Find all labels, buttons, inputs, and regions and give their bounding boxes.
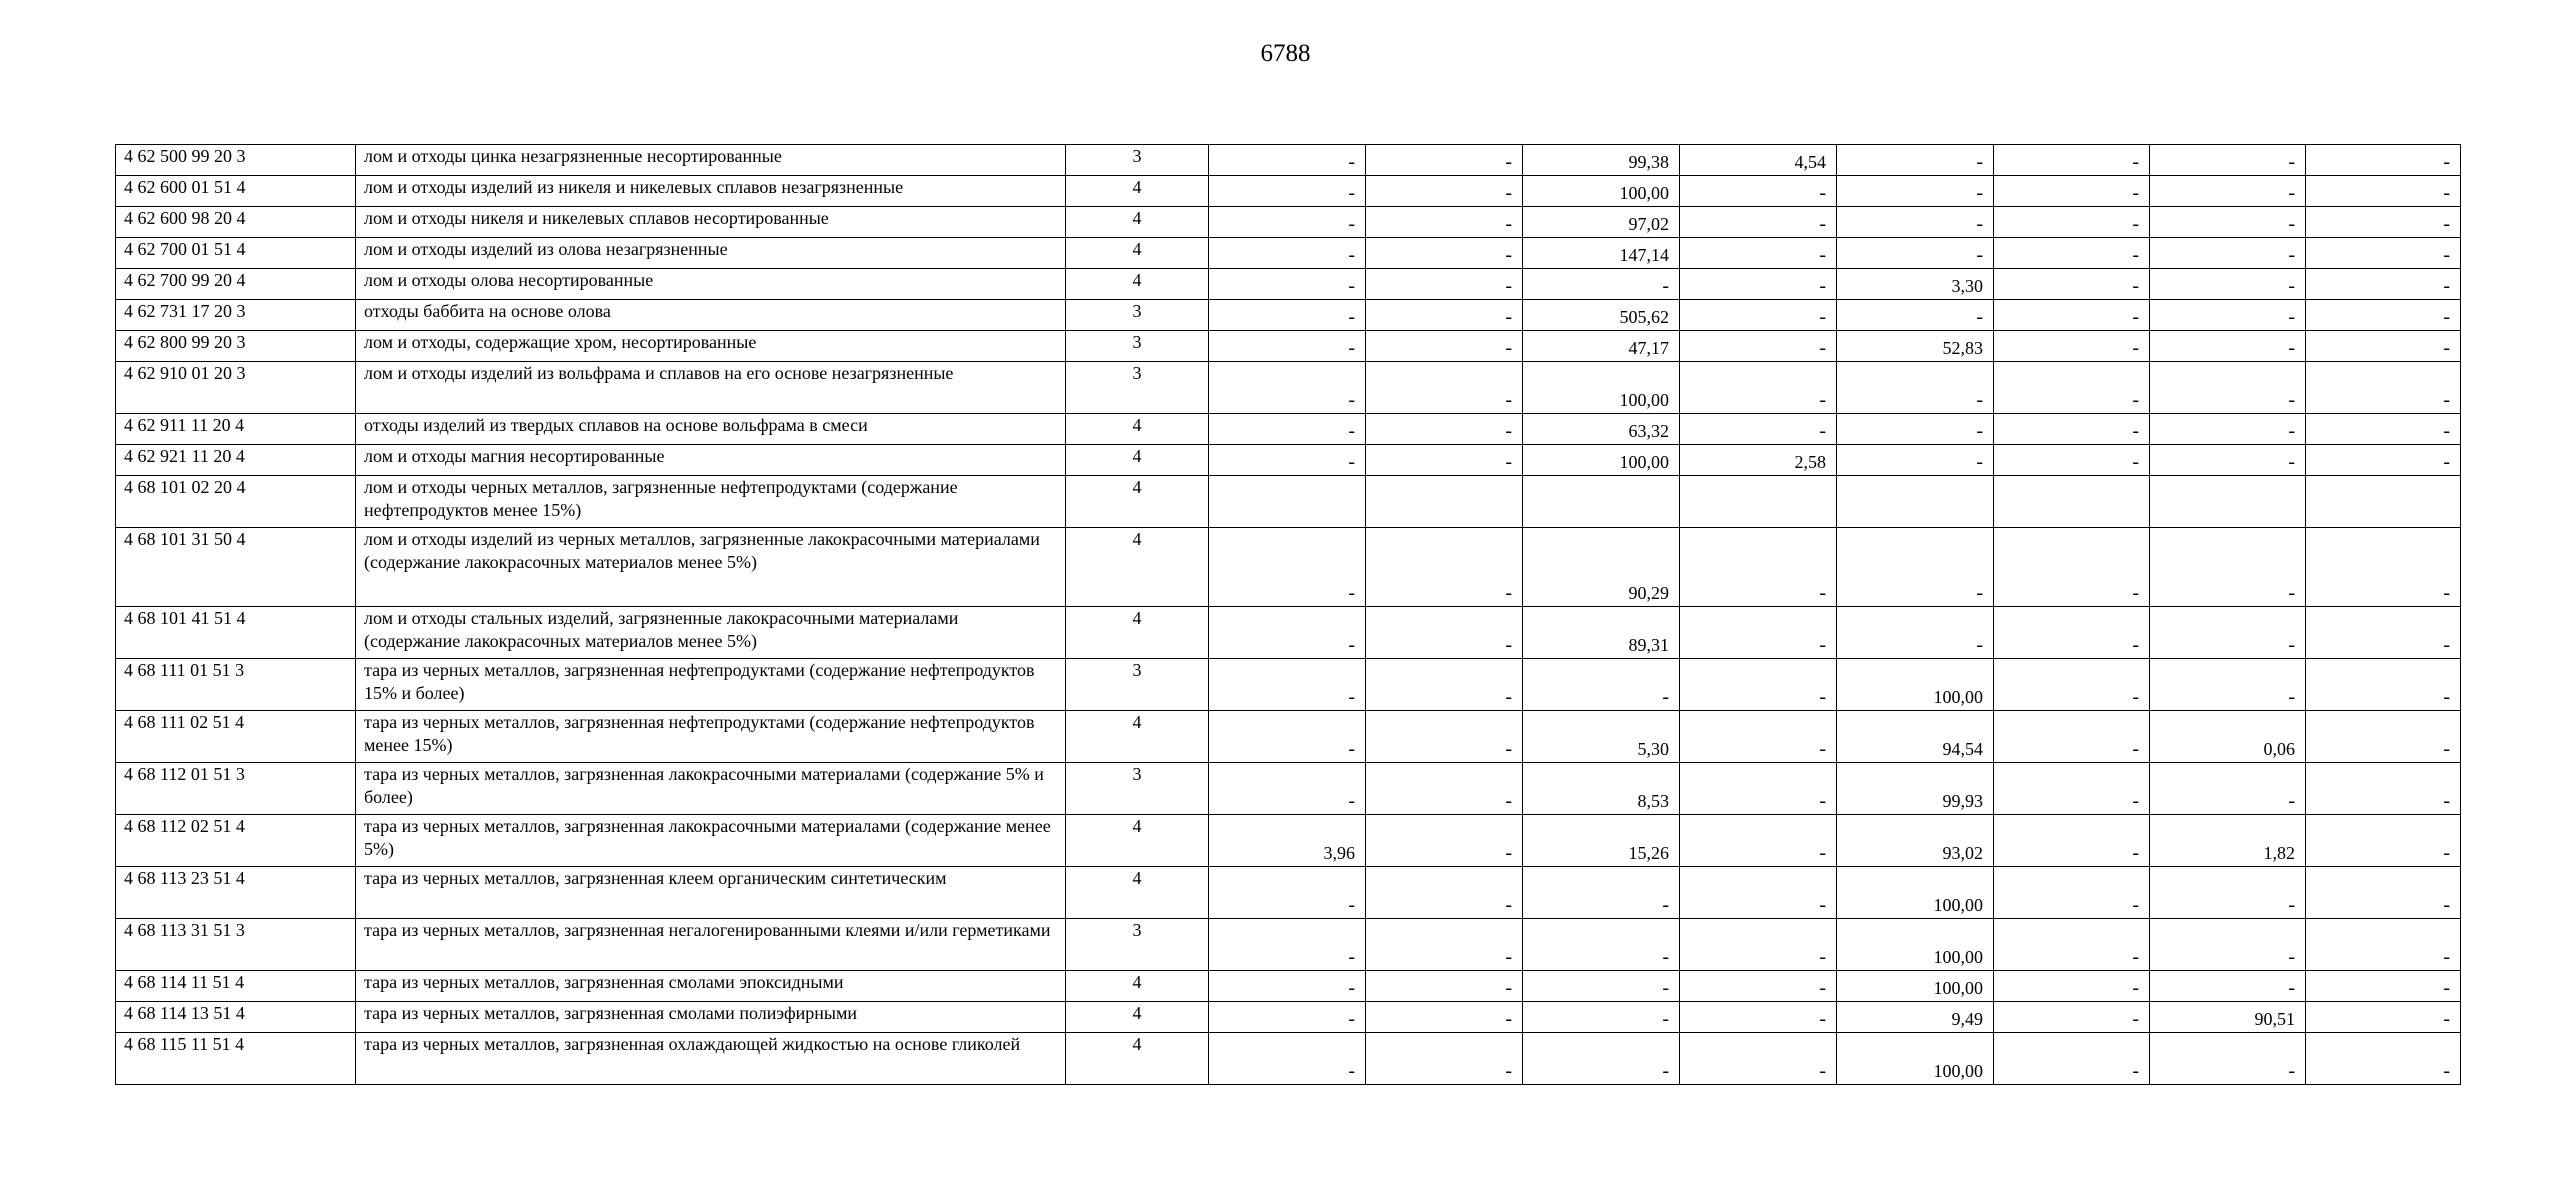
value-cell: - [1680,971,1837,1002]
value-cell [1994,476,2150,528]
waste-name-cell: тара из черных металлов, загрязненная смолами эпоксидными [356,971,1066,1002]
waste-name-cell: лом и отходы никеля и никелевых сплавов несортированные [356,207,1066,238]
value-cell: - [1680,815,1837,867]
hazard-class-cell: 4 [1066,1002,1209,1033]
value-cell: - [1523,919,1680,971]
value-cell: - [2150,919,2306,971]
hazard-class-cell: 4 [1066,207,1209,238]
hazard-class-cell: 4 [1066,414,1209,445]
value-cell: - [1994,414,2150,445]
value-cell: - [2150,176,2306,207]
table-row [116,607,2461,659]
value-cell: 3,96 [1209,815,1366,867]
waste-code-cell: 4 62 600 01 51 4 [116,176,356,207]
value-cell: 100,00 [1837,867,1994,919]
value-cell: - [1680,414,1837,445]
value-cell [2150,476,2306,528]
value-cell: - [1837,414,1994,445]
value-cell: 15,26 [1523,815,1680,867]
value-cell: - [1994,300,2150,331]
waste-code-cell: 4 68 112 01 51 3 [116,763,356,815]
value-cell: - [2150,445,2306,476]
table-row [116,362,2461,414]
table-row [116,763,2461,815]
value-cell: - [2150,659,2306,711]
value-cell: 52,83 [1837,331,1994,362]
value-cell: - [2306,331,2461,362]
waste-code-cell: 4 68 115 11 51 4 [116,1033,356,1085]
hazard-class-cell: 4 [1066,238,1209,269]
waste-name-cell: тара из черных металлов, загрязненная лакокрасочными материалами (содержание менее 5%) [356,815,1066,867]
value-cell: - [2150,362,2306,414]
value-cell: - [1680,269,1837,300]
hazard-class-cell: 4 [1066,269,1209,300]
value-cell: - [2306,971,2461,1002]
value-cell: - [1994,176,2150,207]
waste-name-cell: лом и отходы цинка незагрязненные несортированные [356,145,1066,176]
table-row [116,238,2461,269]
value-cell: - [1680,207,1837,238]
waste-code-cell: 4 62 731 17 20 3 [116,300,356,331]
table-row [116,476,2461,528]
value-cell: - [2306,607,2461,659]
waste-name-cell: тара из черных металлов, загрязненная охлаждающей жидкостью на основе гликолей [356,1033,1066,1085]
value-cell: - [2150,607,2306,659]
table-row [116,269,2461,300]
value-cell: - [1366,711,1523,763]
waste-code-cell: 4 68 112 02 51 4 [116,815,356,867]
table-row [116,659,2461,711]
value-cell: - [1994,1002,2150,1033]
value-cell: - [1837,238,1994,269]
value-cell: - [1209,971,1366,1002]
value-cell: - [1837,176,1994,207]
value-cell: - [1837,607,1994,659]
value-cell: - [1837,445,1994,476]
value-cell: - [1366,971,1523,1002]
value-cell: - [2306,528,2461,607]
value-cell: - [1994,269,2150,300]
hazard-class-cell: 3 [1066,763,1209,815]
value-cell: 8,53 [1523,763,1680,815]
value-cell: - [1209,207,1366,238]
value-cell: - [1680,1002,1837,1033]
value-cell: - [1366,362,1523,414]
waste-code-cell: 4 62 921 11 20 4 [116,445,356,476]
value-cell: - [1209,269,1366,300]
hazard-class-cell: 4 [1066,607,1209,659]
value-cell: - [1837,362,1994,414]
table-row [116,176,2461,207]
value-cell: - [1680,238,1837,269]
waste-code-cell: 4 62 600 98 20 4 [116,207,356,238]
value-cell: - [2306,414,2461,445]
waste-code-cell: 4 68 101 31 50 4 [116,528,356,607]
value-cell: - [2306,176,2461,207]
value-cell: - [1209,414,1366,445]
hazard-class-cell: 4 [1066,711,1209,763]
value-cell: - [1680,331,1837,362]
value-cell: 89,31 [1523,607,1680,659]
value-cell: - [2306,207,2461,238]
value-cell: - [1523,1002,1680,1033]
value-cell: 99,38 [1523,145,1680,176]
hazard-class-cell: 4 [1066,528,1209,607]
value-cell: 4,54 [1680,145,1837,176]
waste-name-cell: тара из черных металлов, загрязненная нефтепродуктами (содержание нефтепродуктов менее 15%) [356,711,1066,763]
value-cell: - [1994,145,2150,176]
value-cell: - [1523,269,1680,300]
value-cell: - [2150,763,2306,815]
value-cell: - [1837,300,1994,331]
waste-name-cell: лом и отходы изделий из олова незагрязненные [356,238,1066,269]
value-cell: - [1994,763,2150,815]
value-cell: - [1366,607,1523,659]
waste-name-cell: тара из черных металлов, загрязненная клеем органическим синтетическим [356,867,1066,919]
value-cell: - [1994,445,2150,476]
value-cell: - [2150,1033,2306,1085]
table-row [116,1002,2461,1033]
hazard-class-cell: 4 [1066,815,1209,867]
value-cell: - [1680,867,1837,919]
value-cell: 100,00 [1837,919,1994,971]
value-cell [1837,476,1994,528]
value-cell: - [1366,238,1523,269]
waste-name-cell: лом и отходы магния несортированные [356,445,1066,476]
table-row [116,815,2461,867]
value-cell: - [2150,867,2306,919]
value-cell: - [2150,207,2306,238]
waste-code-cell: 4 68 101 41 51 4 [116,607,356,659]
hazard-class-cell: 4 [1066,971,1209,1002]
value-cell: - [1366,659,1523,711]
value-cell: - [2306,269,2461,300]
value-cell: - [1523,1033,1680,1085]
hazard-class-cell: 3 [1066,659,1209,711]
value-cell: 90,29 [1523,528,1680,607]
value-cell: 1,82 [2150,815,2306,867]
value-cell: - [1366,528,1523,607]
value-cell: - [1209,867,1366,919]
value-cell: - [1523,867,1680,919]
hazard-class-cell: 4 [1066,867,1209,919]
value-cell: - [1366,815,1523,867]
value-cell [1523,476,1680,528]
value-cell: - [1680,607,1837,659]
value-cell: - [1994,207,2150,238]
value-cell: - [1680,711,1837,763]
value-cell: - [2306,919,2461,971]
value-cell: - [1209,919,1366,971]
value-cell: - [1994,659,2150,711]
waste-code-cell: 4 62 911 11 20 4 [116,414,356,445]
value-cell: - [1680,362,1837,414]
value-cell: - [2306,815,2461,867]
value-cell: - [1209,176,1366,207]
value-cell: - [2150,238,2306,269]
hazard-class-cell: 3 [1066,362,1209,414]
value-cell: - [1366,867,1523,919]
table-row [116,300,2461,331]
hazard-class-cell: 3 [1066,300,1209,331]
value-cell: - [2150,145,2306,176]
value-cell: 100,00 [1523,362,1680,414]
value-cell: 94,54 [1837,711,1994,763]
waste-name-cell: отходы изделий из твердых сплавов на основе вольфрама в смеси [356,414,1066,445]
value-cell: - [1209,331,1366,362]
value-cell: - [1523,659,1680,711]
value-cell: - [2306,238,2461,269]
value-cell [1366,476,1523,528]
waste-code-cell: 4 68 114 13 51 4 [116,1002,356,1033]
hazard-class-cell: 4 [1066,445,1209,476]
value-cell: - [2306,1002,2461,1033]
value-cell: 5,30 [1523,711,1680,763]
table-row [116,711,2461,763]
value-cell: - [1837,207,1994,238]
value-cell: - [1366,331,1523,362]
waste-name-cell: лом и отходы изделий из никеля и никелевых сплавов незагрязненные [356,176,1066,207]
value-cell: 505,62 [1523,300,1680,331]
value-cell: - [2306,362,2461,414]
value-cell: - [2306,659,2461,711]
value-cell: 100,00 [1837,659,1994,711]
value-cell [1209,476,1366,528]
table-row [116,145,2461,176]
value-cell: - [1366,414,1523,445]
value-cell: 100,00 [1837,971,1994,1002]
value-cell: - [1994,331,2150,362]
table-row [116,1033,2461,1085]
value-cell: 9,49 [1837,1002,1994,1033]
value-cell: - [1837,528,1994,607]
waste-code-cell: 4 68 101 02 20 4 [116,476,356,528]
table-row [116,207,2461,238]
value-cell: 100,00 [1523,445,1680,476]
hazard-class-cell: 3 [1066,145,1209,176]
hazard-class-cell: 3 [1066,331,1209,362]
value-cell: - [2306,145,2461,176]
waste-name-cell: отходы баббита на основе олова [356,300,1066,331]
waste-name-cell: лом и отходы стальных изделий, загрязненные лакокрасочными материалами (содержание лакокрасочных материалов менее 5%) [356,607,1066,659]
value-cell: - [1209,238,1366,269]
table-body [116,145,2461,1085]
value-cell: - [2306,867,2461,919]
value-cell: 0,06 [2150,711,2306,763]
waste-code-cell: 4 62 700 99 20 4 [116,269,356,300]
value-cell: - [1680,300,1837,331]
waste-name-cell: тара из черных металлов, загрязненная лакокрасочными материалами (содержание 5% и более) [356,763,1066,815]
value-cell: - [1366,1033,1523,1085]
value-cell: - [1994,362,2150,414]
table-row [116,528,2461,607]
table-row [116,971,2461,1002]
value-cell: 90,51 [2150,1002,2306,1033]
value-cell: - [2306,445,2461,476]
value-cell: - [1680,919,1837,971]
value-cell: - [1994,815,2150,867]
value-cell: 97,02 [1523,207,1680,238]
table-row [116,414,2461,445]
hazard-class-cell: 4 [1066,476,1209,528]
hazard-class-cell: 3 [1066,919,1209,971]
value-cell: - [1366,919,1523,971]
waste-composition-table [115,144,2461,1085]
table-row [116,331,2461,362]
waste-name-cell: лом и отходы олова несортированные [356,269,1066,300]
value-cell: - [1209,1033,1366,1085]
value-cell: - [1366,269,1523,300]
value-cell: - [2150,528,2306,607]
value-cell: - [2306,711,2461,763]
value-cell: 2,58 [1680,445,1837,476]
table-row [116,445,2461,476]
value-cell: 99,93 [1837,763,1994,815]
value-cell: - [1209,362,1366,414]
value-cell: - [1994,238,2150,269]
value-cell: - [1994,971,2150,1002]
value-cell: 100,00 [1837,1033,1994,1085]
waste-code-cell: 4 68 111 02 51 4 [116,711,356,763]
value-cell: - [2306,300,2461,331]
waste-name-cell: лом и отходы черных металлов, загрязненные нефтепродуктами (содержание нефтепродуктов менее 15%) [356,476,1066,528]
value-cell: - [1366,445,1523,476]
value-cell: - [2306,1033,2461,1085]
value-cell: - [1209,607,1366,659]
waste-code-cell: 4 62 800 99 20 3 [116,331,356,362]
value-cell: - [1366,1002,1523,1033]
waste-name-cell: тара из черных металлов, загрязненная смолами полиэфирными [356,1002,1066,1033]
value-cell: - [1209,145,1366,176]
value-cell: - [2150,971,2306,1002]
value-cell: - [1680,1033,1837,1085]
value-cell: - [1994,1033,2150,1085]
waste-name-cell: лом и отходы, содержащие хром, несортированные [356,331,1066,362]
value-cell: - [1209,763,1366,815]
value-cell: - [1209,711,1366,763]
waste-name-cell: лом и отходы изделий из черных металлов, загрязненные лакокрасочными материалами (содержание лакокрасочных материалов менее 5%) [356,528,1066,607]
waste-name-cell: тара из черных металлов, загрязненная негалогенированными клеями и/или герметиками [356,919,1066,971]
value-cell: - [1209,528,1366,607]
waste-code-cell: 4 68 114 11 51 4 [116,971,356,1002]
value-cell: - [2150,269,2306,300]
waste-code-cell: 4 68 113 31 51 3 [116,919,356,971]
value-cell: - [1209,1002,1366,1033]
value-cell: - [1994,607,2150,659]
value-cell: - [2150,300,2306,331]
value-cell: 47,17 [1523,331,1680,362]
waste-code-cell: 4 62 700 01 51 4 [116,238,356,269]
value-cell: - [1209,445,1366,476]
value-cell: - [1366,176,1523,207]
value-cell: - [2150,414,2306,445]
value-cell: - [1366,207,1523,238]
value-cell: - [1680,528,1837,607]
waste-code-cell: 4 68 113 23 51 4 [116,867,356,919]
value-cell: - [1366,145,1523,176]
value-cell: - [1994,867,2150,919]
table-row [116,867,2461,919]
value-cell: - [2306,763,2461,815]
value-cell: - [1680,763,1837,815]
value-cell: - [1209,300,1366,331]
value-cell: - [1994,919,2150,971]
value-cell: 63,32 [1523,414,1680,445]
waste-code-cell: 4 62 500 99 20 3 [116,145,356,176]
value-cell: - [1680,176,1837,207]
value-cell [1680,476,1837,528]
value-cell: - [1994,711,2150,763]
value-cell: - [1837,145,1994,176]
hazard-class-cell: 4 [1066,176,1209,207]
hazard-class-cell: 4 [1066,1033,1209,1085]
waste-name-cell: лом и отходы изделий из вольфрама и сплавов на его основе незагрязненные [356,362,1066,414]
value-cell [2306,476,2461,528]
value-cell: - [1366,763,1523,815]
value-cell: 93,02 [1837,815,1994,867]
waste-name-cell: тара из черных металлов, загрязненная нефтепродуктами (содержание нефтепродуктов 15% и более) [356,659,1066,711]
waste-code-cell: 4 62 910 01 20 3 [116,362,356,414]
value-cell: - [1994,528,2150,607]
waste-code-cell: 4 68 111 01 51 3 [116,659,356,711]
value-cell: - [1680,659,1837,711]
table-row [116,919,2461,971]
value-cell: - [2150,331,2306,362]
value-cell: - [1523,971,1680,1002]
value-cell: - [1366,300,1523,331]
value-cell: 147,14 [1523,238,1680,269]
value-cell: - [1209,659,1366,711]
value-cell: 100,00 [1523,176,1680,207]
value-cell: 3,30 [1837,269,1994,300]
page-number: 6788 [1260,40,1311,67]
